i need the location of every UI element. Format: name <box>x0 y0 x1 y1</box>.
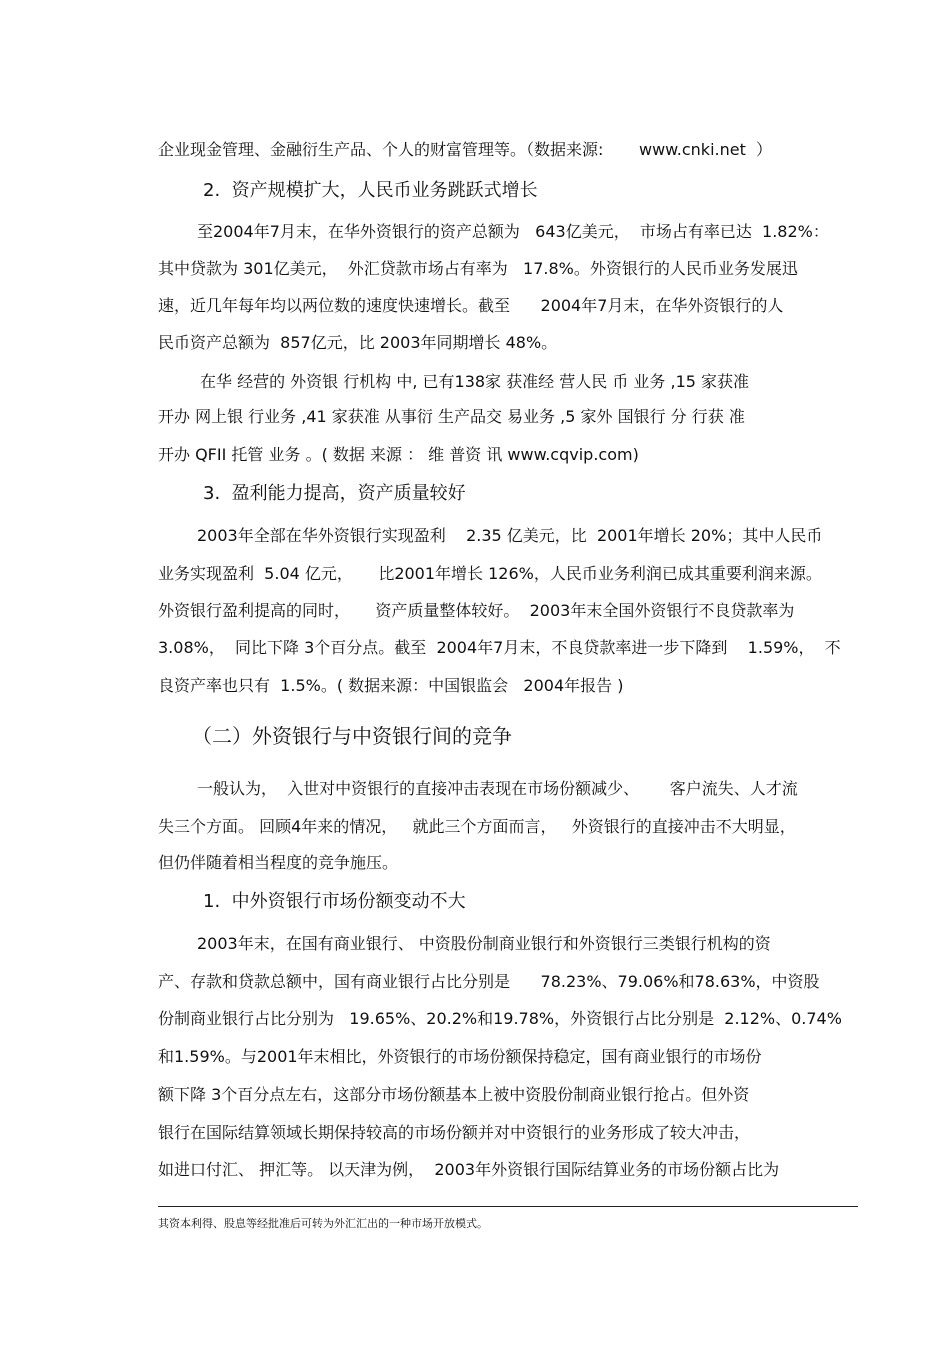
paragraph-line: 产、存款和贷款总额中，国有商业银行占比分别是 78.23%、79.06%和78.63%，中资股 <box>158 972 820 991</box>
paragraph-line: 一般认为， 入世对中资银行的直接冲击表现在市场份额减少、 客户流失、人才流 <box>197 779 798 798</box>
paragraph-line: 银行在国际结算领域长期保持较高的市场份额并对中资银行的业务形成了较大冲击， <box>158 1123 751 1142</box>
paragraph-line: 2003年全部在华外资银行实现盈利 2.35 亿美元，比 2001年增长 20%；其中人民币 <box>197 526 823 545</box>
paragraph-line: 至2004年7月末，在华外资银行的资产总额为 643亿美元， 市场占有率已达 1.82%： <box>197 222 829 241</box>
heading-market-share: 1. 中外资银行市场份额变动不大 <box>203 891 466 912</box>
paragraph-line: 开办 网上银 行业务 ,41 家获准 从事衍 生产品交 易业务 ,5 家外 国银行 分 行获 准 <box>158 407 745 426</box>
paragraph-line: 其中贷款为 301亿美元， 外汇贷款市场占有率为 17.8%。外资银行的人民币业务发展迅 <box>158 259 798 278</box>
paragraph-line: 额下降 3个百分点左右，这部分市场份额基本上被中资股份制商业银行抢占。但外资 <box>158 1085 750 1104</box>
paragraph-line: 和1.59%。与2001年末相比，外资银行的市场份额保持稳定，国有商业银行的市场份 <box>158 1047 762 1066</box>
paragraph-line: 民币资产总额为 857亿元，比 2003年同期增长 48%。 <box>158 333 558 352</box>
paragraph-line: 如进口付汇、 押汇等。 以天津为例， 2003年外资银行国际结算业务的市场份额占比为 <box>158 1160 780 1179</box>
heading-profitability: 3. 盈利能力提高，资产质量较好 <box>203 483 466 504</box>
paragraph-line: 外资银行盈利提高的同时， 资产质量整体较好。 2003年末全国外资银行不良贷款率为 <box>158 601 795 620</box>
paragraph-line: 但仍伴随着相当程度的竞争施压。 <box>158 853 399 872</box>
paragraph-line: 业务实现盈利 5.04 亿元， 比2001年增长 126%，人民币业务利润已成其重要利润来源。 <box>158 564 822 583</box>
heading-asset-scale: 2. 资产规模扩大，人民币业务跳跃式增长 <box>203 180 538 201</box>
paragraph-line: 3.08%， 同比下降 3个百分点。截至 2004年7月末，不良贷款率进一步下降到 1.59%， 不 <box>158 638 841 657</box>
paragraph-line: 在华 经营的 外资银 行机构 中, 已有138家 获准经 营人民 币 业务 ,15 家获准 <box>200 372 750 391</box>
paragraph-line: 份制商业银行占比分别为 19.65%、20.2%和19.78%，外资银行占比分别是 2.12%、0.74% <box>158 1009 842 1028</box>
paragraph-line: 失三个方面。 回顾4年来的情况， 就此三个方面而言， 外资银行的直接冲击不大明显， <box>158 817 796 836</box>
paragraph-line: 2003年末，在国有商业银行、 中资股份制商业银行和外资银行三类银行机构的资 <box>197 934 771 953</box>
footnote-text: 其资本利得、股息等经批准后可转为外汇汇出的一种市场开放模式。 <box>158 1217 488 1230</box>
footnote-divider <box>158 1206 858 1207</box>
paragraph-line: 良资产率也只有 1.5%。( 数据来源：中国银监会 2004年报告 ) <box>158 676 624 695</box>
paragraph-line: 速，近几年每年均以两位数的速度快速增长。截至 2004年7月末，在华外资银行的人 <box>158 296 784 315</box>
section-title: （二）外资银行与中资银行间的竞争 <box>192 724 512 748</box>
paragraph-line: 开办 QFII 托管 业务 。( 数据 来源 ： 维 普资 讯 www.cqvip.com) <box>158 445 639 464</box>
intro-line: 企业现金管理、金融衍生产品、个人的财富管理等。（数据来源: www.cnki.net ） <box>158 140 773 159</box>
